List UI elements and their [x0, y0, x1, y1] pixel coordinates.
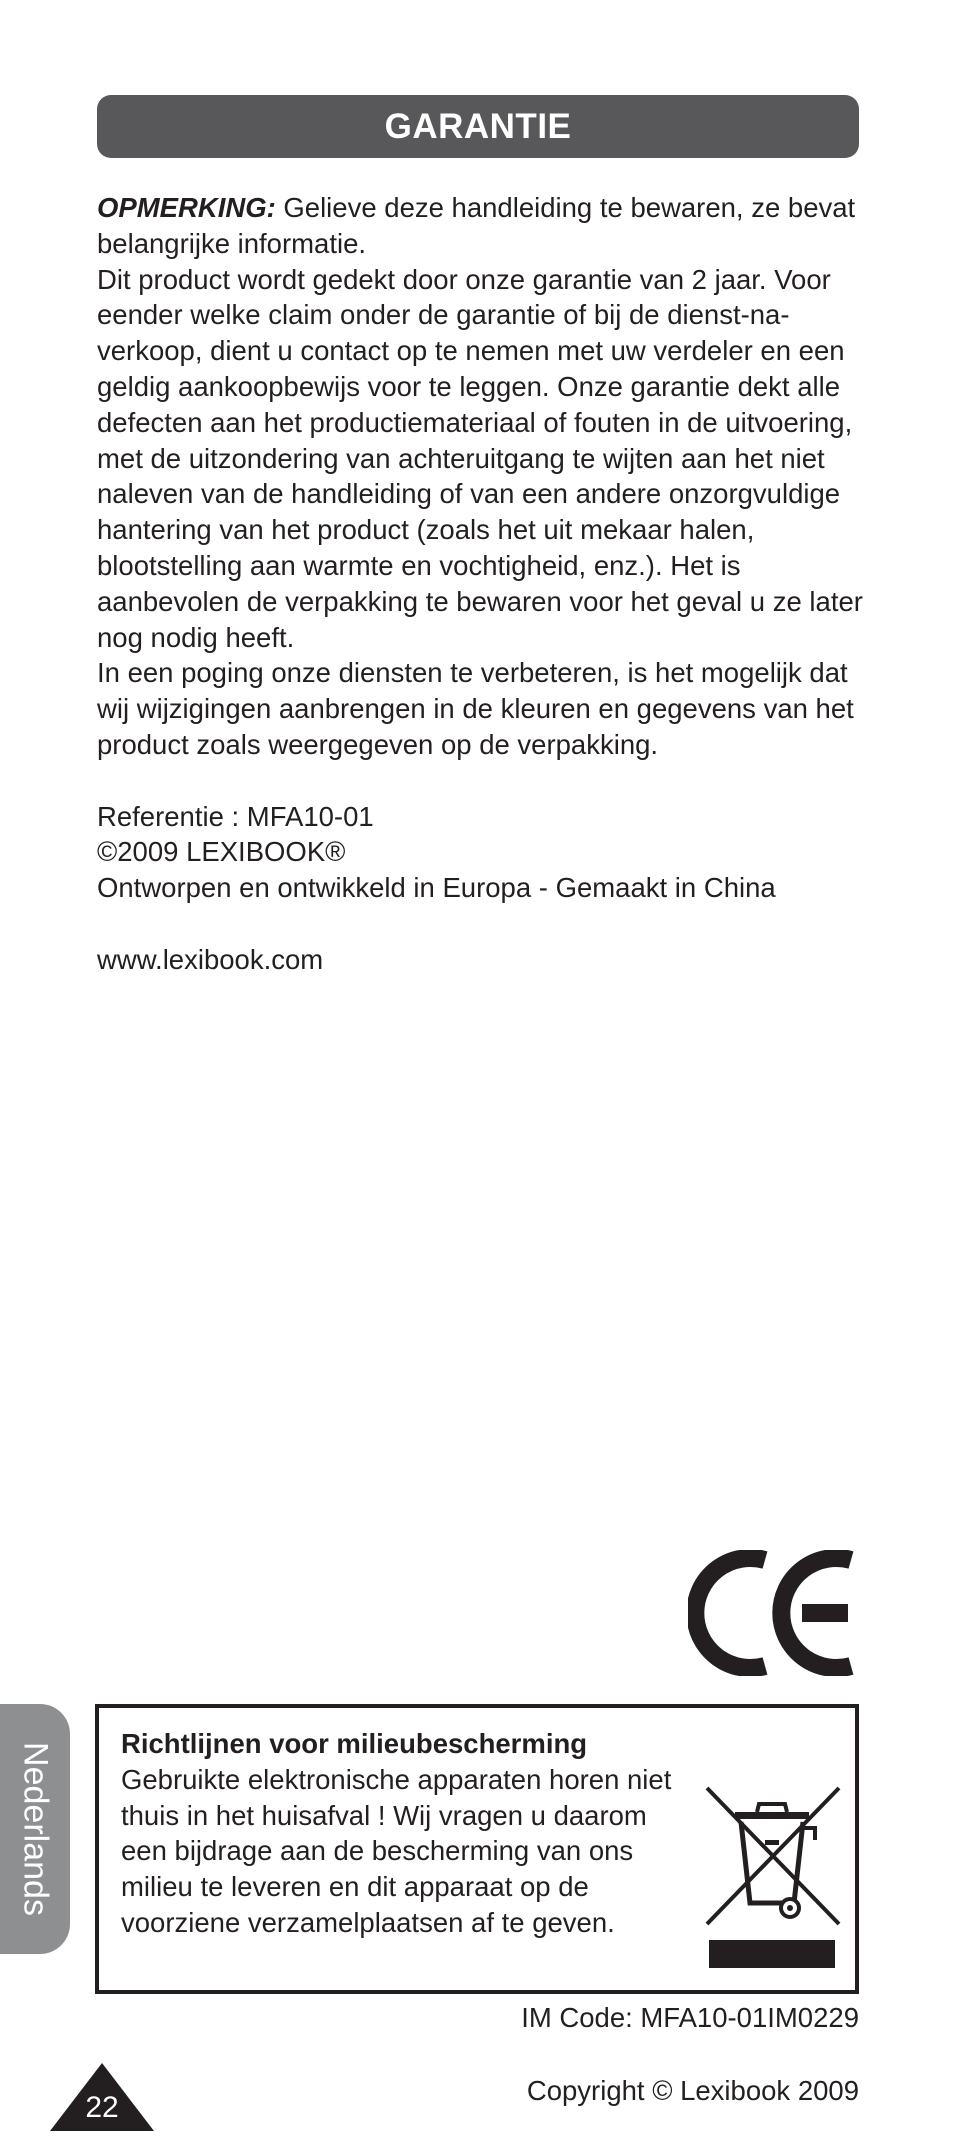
environment-title: Richtlijnen voor milieubescherming: [121, 1728, 588, 1759]
note-text: Gelieve deze handleiding te bewaren, ze bevat belangrijke informatie.: [97, 192, 856, 259]
environment-text: [121, 1726, 681, 1941]
note-paragraph: [97, 190, 887, 262]
crossed-out-wheelie-bin-icon: [697, 1768, 847, 1968]
environment-body: Gebruikte elektronische apparaten horen niet thuis in het huisafval ! Wij vragen u daarom een bijdrage aan de bescherming van ons milieu te leveren en dit apparaat op de voorziene verzamelplaatsen af te geven.: [121, 1763, 672, 1938]
page-number: 22: [85, 2091, 119, 2124]
website-line: www.lexibook.com: [97, 943, 324, 975]
im-code: IM Code: MFA10-01IM0229: [521, 2002, 859, 2033]
header-bar: [97, 95, 859, 158]
origin-line: Ontworpen en ontwikkeld in Europa - Gemaakt in China: [97, 872, 776, 904]
language-tab: [0, 1704, 70, 1954]
copyright: Copyright © Lexibook 2009: [526, 2075, 859, 2106]
warranty-text: [97, 190, 887, 978]
language-tab-label: Nederlands: [16, 1742, 55, 1916]
warranty-paragraph-1: Dit product wordt gedekt door onze garantie van 2 jaar. Voor eender welke claim onder de garantie of bij de dienst-na-verkoop, dient u contact op te nemen met uw verdeler en een geldig aankoopbewijs voor te leggen. Onze garantie dekt alle defecten aan het productiemateriaal of fouten in de uitvoering, met de uitzondering van achteruitgang te wijten aan het niet naleven van de handleiding of van een andere onzorgvuldige hantering van het product (zoals het uit mekaar halen, blootstelling aan warmte en vochtigheid, enz.). Het is aanbevolen de verpakking te bewaren voor het geval u ze later nog nodig heeft.: [97, 263, 863, 653]
ce-mark-icon: [688, 1550, 860, 1676]
note-label: OPMERKING:: [97, 192, 276, 223]
environment-box: [95, 1704, 859, 1994]
reference-line: Referentie : MFA10-01: [97, 800, 374, 832]
warranty-paragraph-2: In een poging onze diensten te verbeteren, is het mogelijk dat wij wijzigingen aanbrengen in de kleuren en gegevens van het product zoals weergegeven op de verpakking.: [97, 657, 854, 760]
brand-line: ©2009 LEXIBOOK®: [97, 836, 346, 868]
page-title: GARANTIE: [384, 106, 572, 146]
